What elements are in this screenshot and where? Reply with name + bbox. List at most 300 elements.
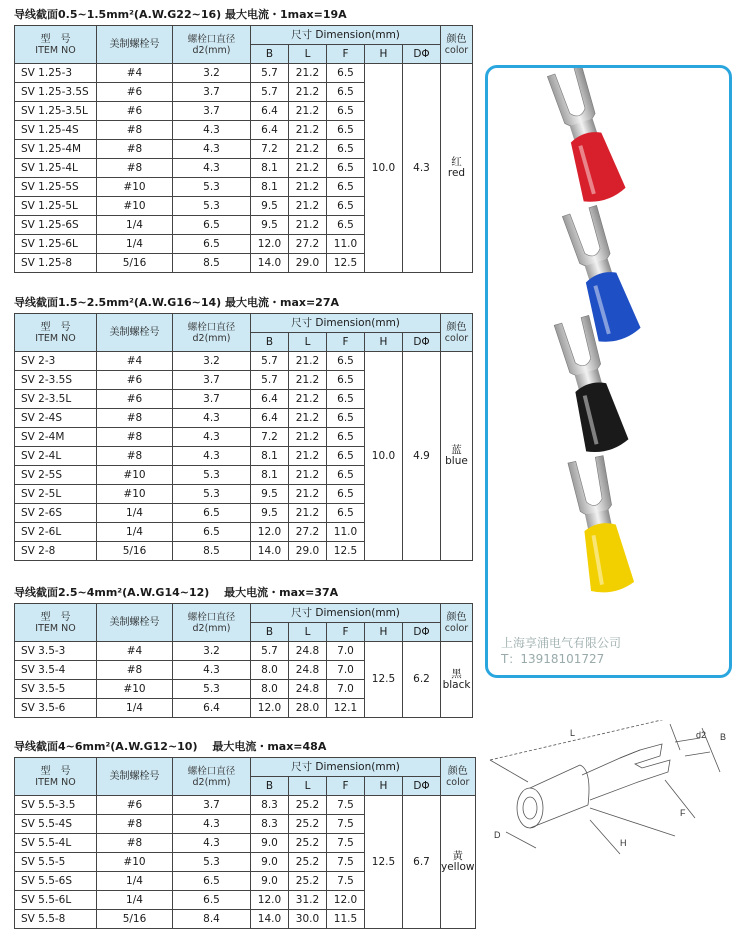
cell-F: 12.5 [327, 254, 365, 273]
header-model-zh: 型 号 [40, 33, 71, 45]
cell-screw: #6 [97, 796, 173, 815]
table-row [15, 64, 473, 83]
cell-bolt: 5.3 [173, 853, 251, 872]
cell-F: 6.5 [327, 121, 365, 140]
header-dim-D: DΦ [403, 45, 441, 64]
cell-bolt: 8.5 [173, 254, 251, 273]
cell-L: 31.2 [289, 891, 327, 910]
header-dim-B: B [251, 777, 289, 796]
cell-L: 21.2 [289, 197, 327, 216]
cell-D: 4.9 [403, 352, 441, 561]
header-model-zh: 型 号 [40, 765, 71, 777]
cell-model: SV 3.5-3 [15, 642, 97, 661]
header-screw-zh: 美制螺栓号 [109, 617, 160, 628]
cell-L: 25.2 [289, 796, 327, 815]
cell-screw: #10 [97, 466, 173, 485]
section-title: 导线截面1.5~2.5mm²(A.W.G16~14) 最大电流・max=27A [14, 296, 340, 309]
cell-L: 25.2 [289, 872, 327, 891]
cell-B: 12.0 [251, 699, 289, 718]
header-dim-L: L [289, 777, 327, 796]
header-color-en: color [444, 622, 469, 634]
cell-F: 7.0 [327, 642, 365, 661]
section-title: 导线截面2.5~4mm²(A.W.G14~12) 最大电流・max=37A [14, 586, 339, 599]
header-color-zh: 颜色 [446, 33, 467, 45]
cell-L: 21.2 [289, 371, 327, 390]
cell-model: SV 1.25-4M [15, 140, 97, 159]
header-screw [97, 314, 173, 352]
section-4 [14, 740, 476, 929]
header-model-zh: 型 号 [40, 611, 71, 623]
cell-B: 8.1 [251, 466, 289, 485]
header-model [15, 604, 97, 642]
header-bolt-zh: 螺栓口直径 [187, 321, 236, 333]
cell-B: 8.1 [251, 159, 289, 178]
cell-F: 7.0 [327, 680, 365, 699]
cell-screw: 1/4 [97, 216, 173, 235]
cell-L: 27.2 [289, 523, 327, 542]
cell-B: 8.1 [251, 447, 289, 466]
cell-B: 12.0 [251, 523, 289, 542]
cell-F: 11.5 [327, 910, 365, 929]
color-zh: 红 [451, 156, 462, 168]
cell-F: 6.5 [327, 64, 365, 83]
cell-bolt: 4.3 [173, 121, 251, 140]
cell-L: 25.2 [289, 815, 327, 834]
cell-model: SV 2-3.5L [15, 390, 97, 409]
cell-bolt: 3.7 [173, 371, 251, 390]
cell-F: 7.5 [327, 834, 365, 853]
cell-screw: #8 [97, 661, 173, 680]
header-dim-B: B [251, 333, 289, 352]
header-screw-zh: 美制螺栓号 [109, 39, 160, 50]
cell-bolt: 6.4 [173, 699, 251, 718]
header-dimension: 尺寸 Dimension(mm) [251, 604, 441, 623]
cell-model: SV 3.5-4 [15, 661, 97, 680]
cell-model: SV 2-5L [15, 485, 97, 504]
cell-bolt: 3.7 [173, 83, 251, 102]
cell-model: SV 3.5-6 [15, 699, 97, 718]
header-color-zh: 颜色 [446, 321, 467, 333]
cell-L: 21.2 [289, 216, 327, 235]
cell-L: 24.8 [289, 661, 327, 680]
header-dim-B: B [251, 623, 289, 642]
cell-H: 10.0 [365, 352, 403, 561]
header-bolt-zh: 螺栓口直径 [187, 33, 236, 45]
header-model-en: ITEM NO [35, 776, 76, 788]
color-en: red [447, 167, 466, 179]
color-en: yellow [441, 861, 475, 873]
cell-model: SV 5.5-3.5 [15, 796, 97, 815]
header-bolt [173, 604, 251, 642]
cell-F: 7.5 [327, 872, 365, 891]
cell-L: 21.2 [289, 390, 327, 409]
cell-L: 21.2 [289, 121, 327, 140]
cell-bolt: 3.2 [173, 352, 251, 371]
cell-model: SV 1.25-4L [15, 159, 97, 178]
dim-label-d2: d2 [696, 730, 707, 740]
cell-L: 21.2 [289, 178, 327, 197]
cell-screw: #10 [97, 485, 173, 504]
header-color-zh: 颜色 [447, 765, 468, 777]
cell-bolt: 6.5 [173, 523, 251, 542]
cell-F: 7.5 [327, 796, 365, 815]
header-bolt [173, 758, 251, 796]
header-bolt-en: d2(mm) [192, 776, 231, 788]
color-zh: 黄 [452, 850, 464, 862]
header-dim-H: H [365, 45, 403, 64]
header-bolt-en: d2(mm) [192, 332, 231, 344]
cell-L: 25.2 [289, 834, 327, 853]
cell-model: SV 1.25-4S [15, 121, 97, 140]
cell-L: 21.2 [289, 64, 327, 83]
cell-bolt: 3.7 [173, 390, 251, 409]
cell-F: 6.5 [327, 216, 365, 235]
cell-screw: #4 [97, 642, 173, 661]
dim-label-D: D [494, 830, 501, 840]
header-bolt [173, 314, 251, 352]
cell-screw: #8 [97, 428, 173, 447]
cell-screw: 1/4 [97, 504, 173, 523]
cell-model: SV 2-5S [15, 466, 97, 485]
cell-bolt: 6.5 [173, 891, 251, 910]
color-en: black [442, 678, 471, 691]
cell-L: 28.0 [289, 699, 327, 718]
cell-model: SV 5.5-5 [15, 853, 97, 872]
cell-B: 9.5 [251, 485, 289, 504]
cell-L: 21.2 [289, 485, 327, 504]
cell-bolt: 5.3 [173, 680, 251, 699]
dim-label-H: H [620, 838, 627, 848]
table-row [15, 352, 473, 371]
cell-screw: 5/16 [97, 254, 173, 273]
cell-model: SV 2-4L [15, 447, 97, 466]
cell-B: 14.0 [251, 254, 289, 273]
cell-bolt: 4.3 [173, 815, 251, 834]
spec-table [14, 757, 476, 929]
cell-model: SV 2-8 [15, 542, 97, 561]
cell-screw: #10 [97, 197, 173, 216]
cell-bolt: 6.5 [173, 504, 251, 523]
cell-B: 8.3 [251, 815, 289, 834]
header-dim-D: DΦ [403, 333, 441, 352]
cell-bolt: 5.3 [173, 466, 251, 485]
cell-F: 6.5 [327, 352, 365, 371]
cell-L: 21.2 [289, 102, 327, 121]
cell-B: 8.3 [251, 796, 289, 815]
cell-F: 6.5 [327, 390, 365, 409]
cell-B: 5.7 [251, 64, 289, 83]
cell-model: SV 1.25-3.5L [15, 102, 97, 121]
header-model-en: ITEM NO [35, 332, 76, 344]
header-model-en: ITEM NO [35, 44, 76, 56]
cell-screw: #6 [97, 83, 173, 102]
cell-D: 4.3 [403, 64, 441, 273]
cell-L: 24.8 [289, 642, 327, 661]
header-model [15, 758, 97, 796]
cell-model: SV 2-4M [15, 428, 97, 447]
cell-screw: #10 [97, 680, 173, 699]
cell-B: 8.0 [251, 680, 289, 699]
cell-bolt: 4.3 [173, 834, 251, 853]
cell-model: SV 1.25-3 [15, 64, 97, 83]
cell-B: 5.7 [251, 371, 289, 390]
cell-bolt: 5.3 [173, 485, 251, 504]
cell-model: SV 5.5-4S [15, 815, 97, 834]
cell-H: 10.0 [365, 64, 403, 273]
cell-F: 11.0 [327, 523, 365, 542]
cell-F: 6.5 [327, 447, 365, 466]
cell-model: SV 5.5-6L [15, 891, 97, 910]
cell-L: 21.2 [289, 83, 327, 102]
cell-L: 21.2 [289, 409, 327, 428]
terminal-blue [559, 204, 643, 346]
cell-B: 12.0 [251, 891, 289, 910]
cell-B: 5.7 [251, 642, 289, 661]
cell-model: SV 2-3 [15, 352, 97, 371]
header-color-en: color [446, 776, 470, 788]
color-zh: 蓝 [451, 444, 462, 456]
header-dim-D: DΦ [403, 777, 441, 796]
cell-L: 21.2 [289, 159, 327, 178]
cell-L: 30.0 [289, 910, 327, 929]
section-1 [14, 8, 473, 273]
cell-L: 21.2 [289, 504, 327, 523]
cell-screw: #6 [97, 102, 173, 121]
color-en: blue [445, 455, 468, 467]
cell-F: 12.5 [327, 542, 365, 561]
dim-label-F: F [680, 808, 686, 818]
header-dim-H: H [365, 333, 403, 352]
cell-F: 6.5 [327, 102, 365, 121]
cell-bolt: 4.3 [173, 159, 251, 178]
table-row [15, 796, 476, 815]
header-bolt-zh: 螺栓口直径 [187, 765, 236, 777]
cell-B: 9.0 [251, 872, 289, 891]
cell-screw: 1/4 [97, 235, 173, 254]
product-photo-panel [485, 65, 732, 678]
cell-screw: #6 [97, 371, 173, 390]
header-screw [97, 758, 173, 796]
cell-bolt: 6.5 [173, 216, 251, 235]
table-row [15, 642, 473, 661]
cell-L: 21.2 [289, 428, 327, 447]
cell-model: SV 2-6S [15, 504, 97, 523]
cell-bolt: 8.4 [173, 910, 251, 929]
company-name: 上海享浦电气有限公司 [501, 636, 622, 650]
header-bolt [173, 26, 251, 64]
header-model-en: ITEM NO [35, 622, 76, 634]
cell-B: 7.2 [251, 140, 289, 159]
cell-F: 7.0 [327, 661, 365, 680]
header-color-zh: 颜色 [446, 611, 467, 623]
cell-screw: #8 [97, 159, 173, 178]
header-model [15, 314, 97, 352]
header-screw-zh: 美制螺栓号 [109, 327, 160, 338]
header-dim-H: H [365, 623, 403, 642]
cell-bolt: 3.2 [173, 64, 251, 83]
cell-D: 6.7 [403, 796, 441, 929]
cell-F: 12.1 [327, 699, 365, 718]
color-zh: 黑 [451, 667, 462, 680]
cell-color [441, 642, 473, 718]
header-dimension: 尺寸 Dimension(mm) [251, 758, 441, 777]
cell-model: SV 1.25-3.5S [15, 83, 97, 102]
cell-model: SV 1.25-6L [15, 235, 97, 254]
terminal-red [544, 68, 628, 206]
cell-color [441, 64, 473, 273]
section-title: 导线截面0.5~1.5mm²(A.W.G22~16) 最大电流・1max=19A [14, 8, 347, 21]
cell-model: SV 2-6L [15, 523, 97, 542]
header-dim-L: L [289, 45, 327, 64]
cell-B: 7.2 [251, 428, 289, 447]
cell-B: 6.4 [251, 102, 289, 121]
cell-bolt: 6.5 [173, 872, 251, 891]
spec-table [14, 313, 473, 561]
header-dim-F: F [327, 777, 365, 796]
cell-model: SV 1.25-8 [15, 254, 97, 273]
header-dim-H: H [365, 777, 403, 796]
terminal-yellow [564, 455, 635, 596]
cell-B: 6.4 [251, 121, 289, 140]
cell-B: 14.0 [251, 910, 289, 929]
header-dim-L: L [289, 333, 327, 352]
dimension-drawing [470, 720, 740, 870]
cell-F: 6.5 [327, 466, 365, 485]
cell-B: 9.5 [251, 216, 289, 235]
cell-model: SV 1.25-5L [15, 197, 97, 216]
section-2 [14, 296, 473, 561]
cell-B: 9.5 [251, 197, 289, 216]
header-bolt-en: d2(mm) [192, 44, 231, 56]
cell-bolt: 3.7 [173, 102, 251, 121]
spec-table [14, 25, 473, 273]
cell-screw: 5/16 [97, 910, 173, 929]
header-screw-zh: 美制螺栓号 [109, 771, 160, 782]
section-title: 导线截面4~6mm²(A.W.G12~10) 最大电流・max=48A [14, 740, 327, 753]
cell-H: 12.5 [365, 796, 403, 929]
cell-bolt: 6.5 [173, 235, 251, 254]
cell-screw: #8 [97, 834, 173, 853]
cell-bolt: 4.3 [173, 140, 251, 159]
cell-screw: #8 [97, 140, 173, 159]
cell-screw: 1/4 [97, 872, 173, 891]
cell-L: 21.2 [289, 140, 327, 159]
cell-screw: #8 [97, 815, 173, 834]
header-dimension: 尺寸 Dimension(mm) [251, 26, 441, 45]
cell-bolt: 4.3 [173, 428, 251, 447]
dim-label-L: L [570, 728, 576, 738]
cell-B: 6.4 [251, 390, 289, 409]
header-dim-B: B [251, 45, 289, 64]
header-dim-D: DΦ [403, 623, 441, 642]
cell-F: 6.5 [327, 428, 365, 447]
header-color [441, 314, 473, 352]
cell-F: 7.5 [327, 815, 365, 834]
cell-L: 29.0 [289, 542, 327, 561]
cell-screw: 5/16 [97, 542, 173, 561]
cell-F: 11.0 [327, 235, 365, 254]
cell-screw: #10 [97, 178, 173, 197]
cell-B: 5.7 [251, 352, 289, 371]
header-color-en: color [444, 44, 469, 56]
cell-bolt: 4.3 [173, 447, 251, 466]
cell-F: 7.5 [327, 853, 365, 872]
cell-L: 29.0 [289, 254, 327, 273]
terminal-photos [488, 68, 729, 628]
company-phone: T：13918101727 [501, 652, 605, 666]
cell-screw: #4 [97, 352, 173, 371]
cell-F: 6.5 [327, 159, 365, 178]
cell-F: 6.5 [327, 485, 365, 504]
cell-model: SV 1.25-6S [15, 216, 97, 235]
cell-screw: #8 [97, 447, 173, 466]
cell-F: 6.5 [327, 504, 365, 523]
cell-bolt: 4.3 [173, 409, 251, 428]
cell-B: 9.0 [251, 834, 289, 853]
cell-bolt: 3.7 [173, 796, 251, 815]
header-bolt-en: d2(mm) [192, 622, 231, 634]
cell-screw: #6 [97, 390, 173, 409]
cell-L: 21.2 [289, 466, 327, 485]
cell-H: 12.5 [365, 642, 403, 718]
cell-model: SV 5.5-6S [15, 872, 97, 891]
cell-F: 6.5 [327, 83, 365, 102]
cell-bolt: 5.3 [173, 178, 251, 197]
header-dim-F: F [327, 623, 365, 642]
cell-F: 6.5 [327, 140, 365, 159]
cell-F: 12.0 [327, 891, 365, 910]
cell-B: 5.7 [251, 83, 289, 102]
cell-B: 6.4 [251, 409, 289, 428]
cell-L: 21.2 [289, 447, 327, 466]
cell-screw: 1/4 [97, 523, 173, 542]
cell-L: 25.2 [289, 853, 327, 872]
header-bolt-zh: 螺栓口直径 [187, 611, 236, 623]
header-color [441, 26, 473, 64]
cell-F: 6.5 [327, 197, 365, 216]
section-3 [14, 586, 473, 718]
header-screw [97, 26, 173, 64]
header-model-zh: 型 号 [40, 321, 71, 333]
cell-B: 8.0 [251, 661, 289, 680]
spec-table [14, 603, 473, 718]
cell-L: 27.2 [289, 235, 327, 254]
cell-screw: #4 [97, 64, 173, 83]
cell-screw: 1/4 [97, 891, 173, 910]
cell-B: 9.5 [251, 504, 289, 523]
header-color-en: color [444, 332, 469, 344]
cell-model: SV 5.5-8 [15, 910, 97, 929]
header-dim-F: F [327, 45, 365, 64]
header-model [15, 26, 97, 64]
cell-bolt: 3.2 [173, 642, 251, 661]
cell-color [441, 352, 473, 561]
cell-bolt: 5.3 [173, 197, 251, 216]
cell-screw: #8 [97, 121, 173, 140]
company-info [501, 635, 621, 667]
cell-B: 8.1 [251, 178, 289, 197]
cell-model: SV 2-3.5S [15, 371, 97, 390]
header-dim-L: L [289, 623, 327, 642]
cell-B: 12.0 [251, 235, 289, 254]
header-color [441, 604, 473, 642]
cell-model: SV 1.25-5S [15, 178, 97, 197]
cell-L: 24.8 [289, 680, 327, 699]
cell-model: SV 3.5-5 [15, 680, 97, 699]
cell-screw: #8 [97, 409, 173, 428]
cell-bolt: 8.5 [173, 542, 251, 561]
cell-L: 21.2 [289, 352, 327, 371]
